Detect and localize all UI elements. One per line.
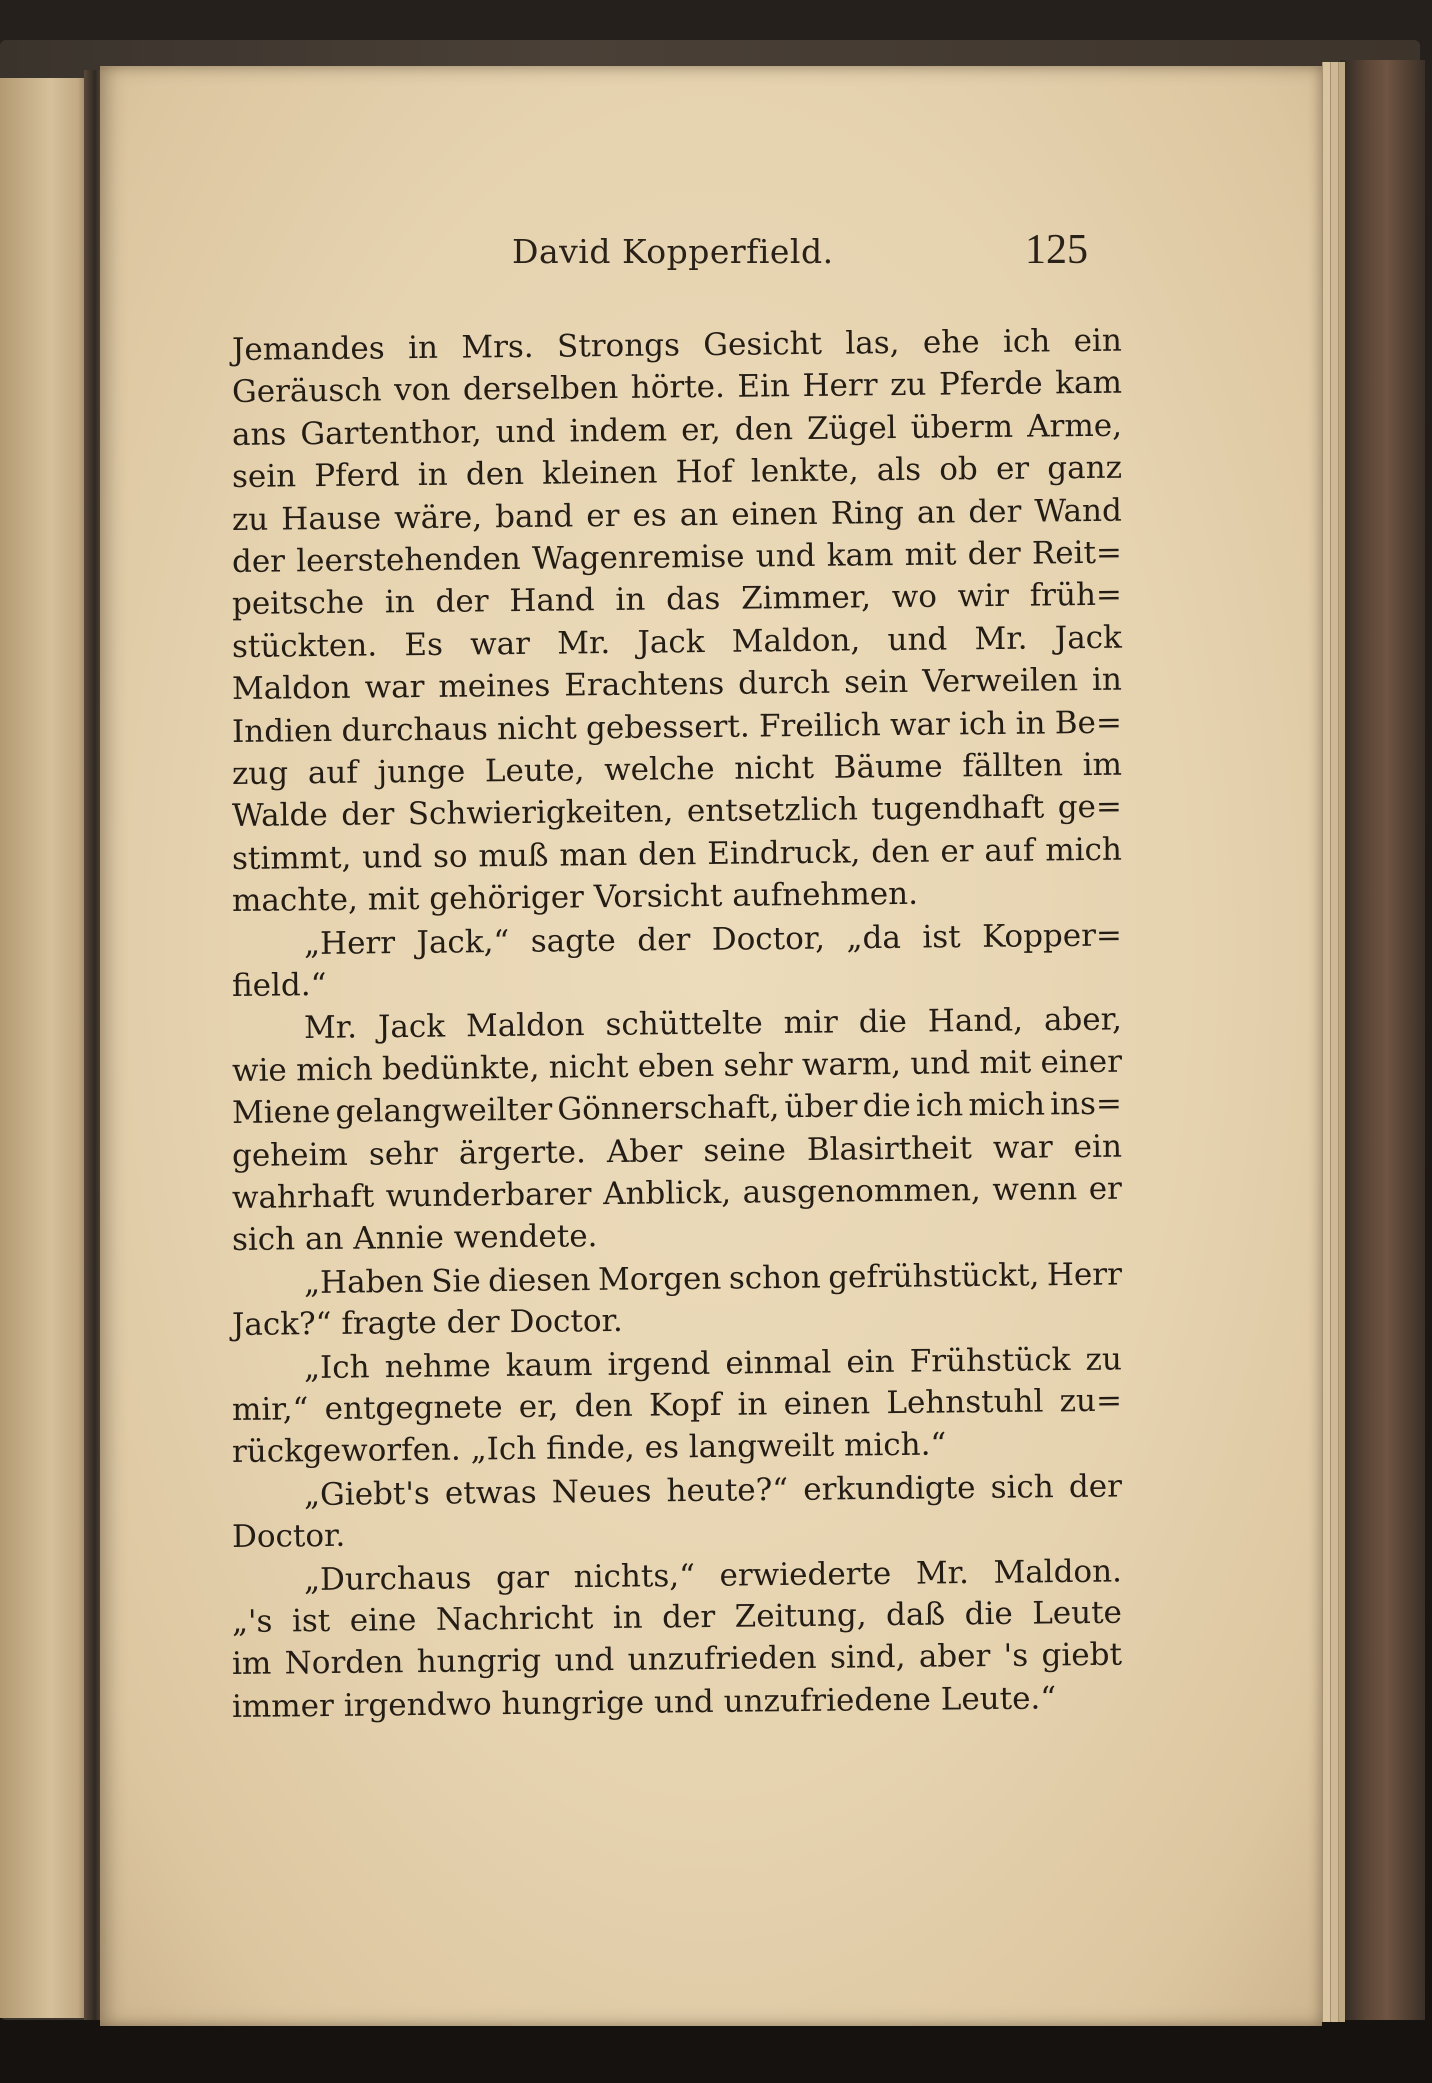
- facing-page-edge: [0, 78, 92, 2018]
- text-line: Miene gelangweilter Gönnerschaft, über die ich mich ins=: [231, 1085, 1123, 1132]
- text-line: field.“: [231, 967, 327, 1004]
- text-line: sich an Annie wendete.: [231, 1218, 598, 1259]
- text-line: Indien durchaus nicht gebessert. Freilich war ich in Be=: [231, 704, 1123, 750]
- text-line: „Durchaus gar nichts,“ erwiederte Mr. Maldon.: [303, 1553, 1123, 1598]
- text-line: zug auf junge Leute, welche nicht Bäume fällten im: [231, 746, 1123, 792]
- page-number: 125: [1025, 227, 1088, 273]
- text-line: mir,“ entgegnete er, den Kopf in einen Lehnstuhl zu=: [231, 1382, 1123, 1428]
- text-line: „'s ist eine Nachricht in der Zeitung, daß die Leute: [231, 1594, 1123, 1640]
- text-line: geheim sehr ärgerte. Aber seine Blasirtheit war ein: [231, 1128, 1123, 1174]
- text-line: Jack?“ fragte der Doctor.: [231, 1303, 623, 1344]
- text-line: Jemandes in Mrs. Strongs Gesicht las, ehe ich ein: [231, 322, 1123, 368]
- running-title: David Kopperfield.: [512, 232, 834, 271]
- page-stack-edge: [1338, 62, 1345, 2022]
- text-line: zu Hause wäre, band er es an einen Ring an der Wand: [231, 492, 1123, 538]
- text-line: „Ich nehme kaum irgend einmal ein Frühstück zu: [303, 1341, 1123, 1386]
- text-line: Maldon war meines Erachtens durch sein Verweilen in: [231, 661, 1123, 708]
- text-line: „Herr Jack,“ sagte der Doctor, „da ist Kopper=: [303, 917, 1123, 962]
- text-line: Walde der Schwierigkeiten, entsetzlich tugendhaft ge=: [231, 789, 1123, 835]
- text-line: im Norden hungrig und unzufrieden sind, aber 's giebt: [231, 1637, 1123, 1683]
- text-line: machte, mit gehöriger Vorsicht aufnehmen.: [231, 876, 919, 920]
- text-line: immer irgendwo hungrige und unzufriedene Leute.“: [231, 1680, 1057, 1725]
- text-line: Geräusch von derselben hörte. Ein Herr zu Pferde kam: [231, 365, 1123, 411]
- text-line: sein Pferd in den kleinen Hof lenkte, als ob er ganz: [231, 449, 1123, 496]
- text-line: stückten. Es war Mr. Jack Maldon, und Mr. Jack: [231, 619, 1123, 665]
- text-line: ans Gartenthor, und indem er, den Zügel überm Arme,: [231, 407, 1123, 453]
- text-line: der leerstehenden Wagenremise und kam mit der Reit=: [231, 534, 1123, 580]
- text-line: wie mich bedünkte, nicht eben sehr warm, und mit einer: [231, 1043, 1123, 1089]
- text-line: wahrhaft wunderbarer Anblick, ausgenommen, wenn er: [231, 1170, 1123, 1216]
- text-line: Doctor.: [231, 1518, 346, 1556]
- text-line: „Giebt's etwas Neues heute?“ erkundigte sich der: [303, 1468, 1123, 1513]
- cover-spine-edge: [1340, 60, 1425, 2020]
- text-line: „Haben Sie diesen Morgen schon gefrühstückt, Herr: [303, 1256, 1123, 1301]
- text-line: peitsche in der Hand in das Zimmer, wo wir früh=: [231, 577, 1123, 623]
- text-line: rückgeworfen. „Ich finde, es langweilt mich.“: [231, 1426, 947, 1471]
- text-line: stimmt, und so muß man den Eindruck, den er auf mich: [231, 831, 1123, 877]
- text-line: Mr. Jack Maldon schüttelte mir die Hand, aber,: [303, 1001, 1123, 1047]
